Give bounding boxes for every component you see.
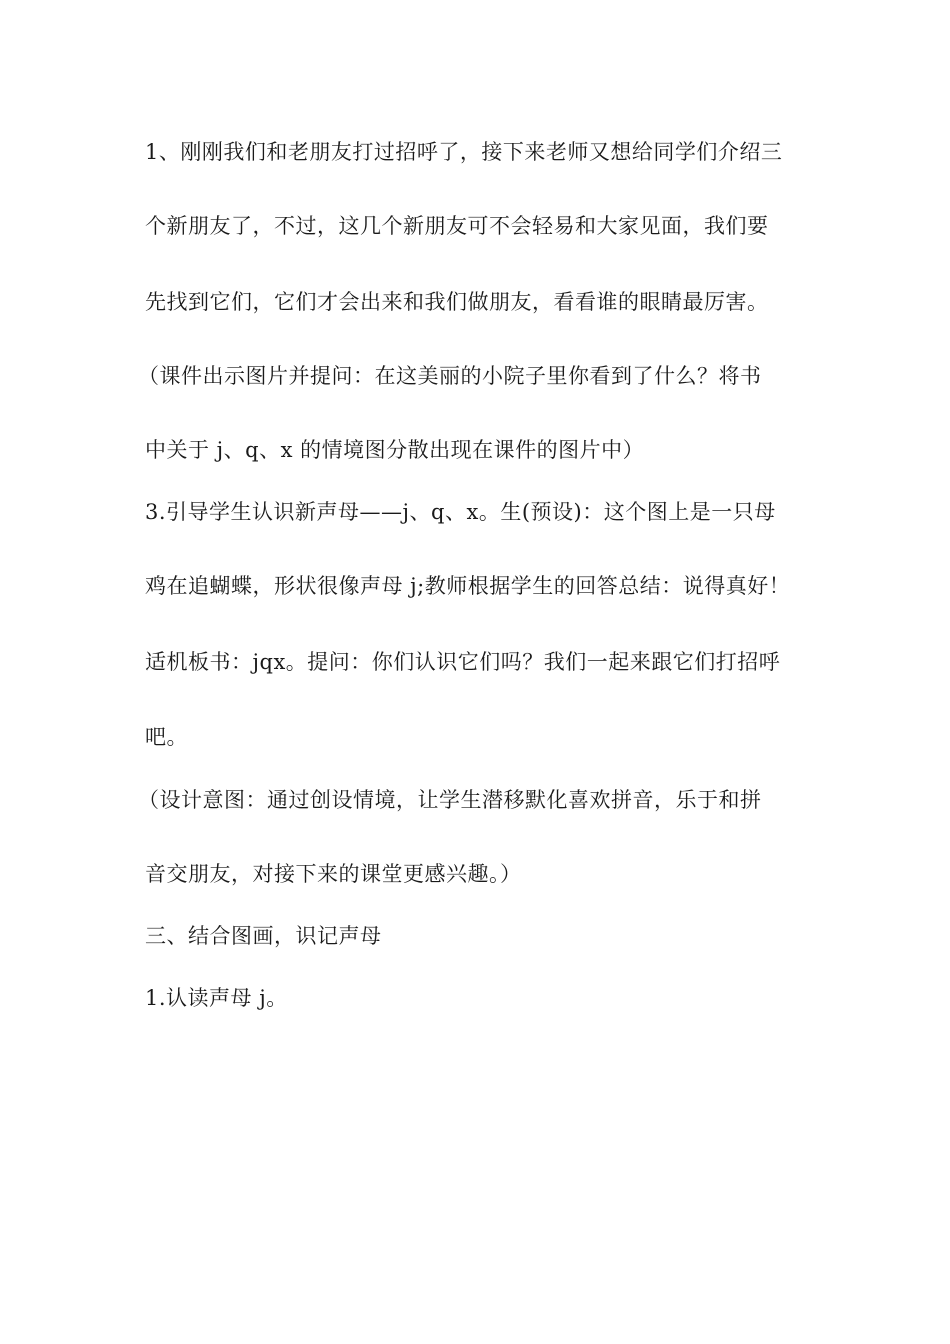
paragraph-line-3: 先找到它们，它们才会出来和我们做朋友，看看谁的眼睛最厉害。 bbox=[145, 290, 769, 314]
paragraph-line-11: 音交朋友，对接下来的课堂更感兴趣。） bbox=[145, 862, 522, 886]
paragraph-line-1: 1、刚刚我们和老朋友打过招呼了，接下来老师又想给同学们介绍三 bbox=[145, 140, 783, 164]
section-heading: 三、结合图画，识记声母 bbox=[145, 924, 382, 948]
paragraph-line-9: 吧。 bbox=[145, 725, 188, 749]
paragraph-line-10: （设计意图：通过创设情境，让学生潜移默化喜欢拼音，乐于和拼 bbox=[138, 788, 762, 812]
paragraph-line-2: 个新朋友了，不过，这几个新朋友可不会轻易和大家见面，我们要 bbox=[145, 214, 769, 238]
paragraph-line-7: 鸡在追蝴蝶，形状很像声母 j;教师根据学生的回答总结：说得真好！ bbox=[145, 574, 791, 598]
paragraph-line-6: 3.引导学生认识新声母——j、q、x。生(预设)：这个图上是一只母 bbox=[145, 500, 776, 524]
paragraph-line-5: 中关于 j、q、x 的情境图分散出现在课件的图片中） bbox=[145, 438, 645, 462]
paragraph-line-8: 适机板书：jqx。提问：你们认识它们吗？我们一起来跟它们打招呼 bbox=[145, 650, 781, 674]
paragraph-line-13: 1.认读声母 j。 bbox=[145, 986, 288, 1010]
paragraph-line-4: （课件出示图片并提问：在这美丽的小院子里你看到了什么？将书 bbox=[138, 364, 762, 388]
